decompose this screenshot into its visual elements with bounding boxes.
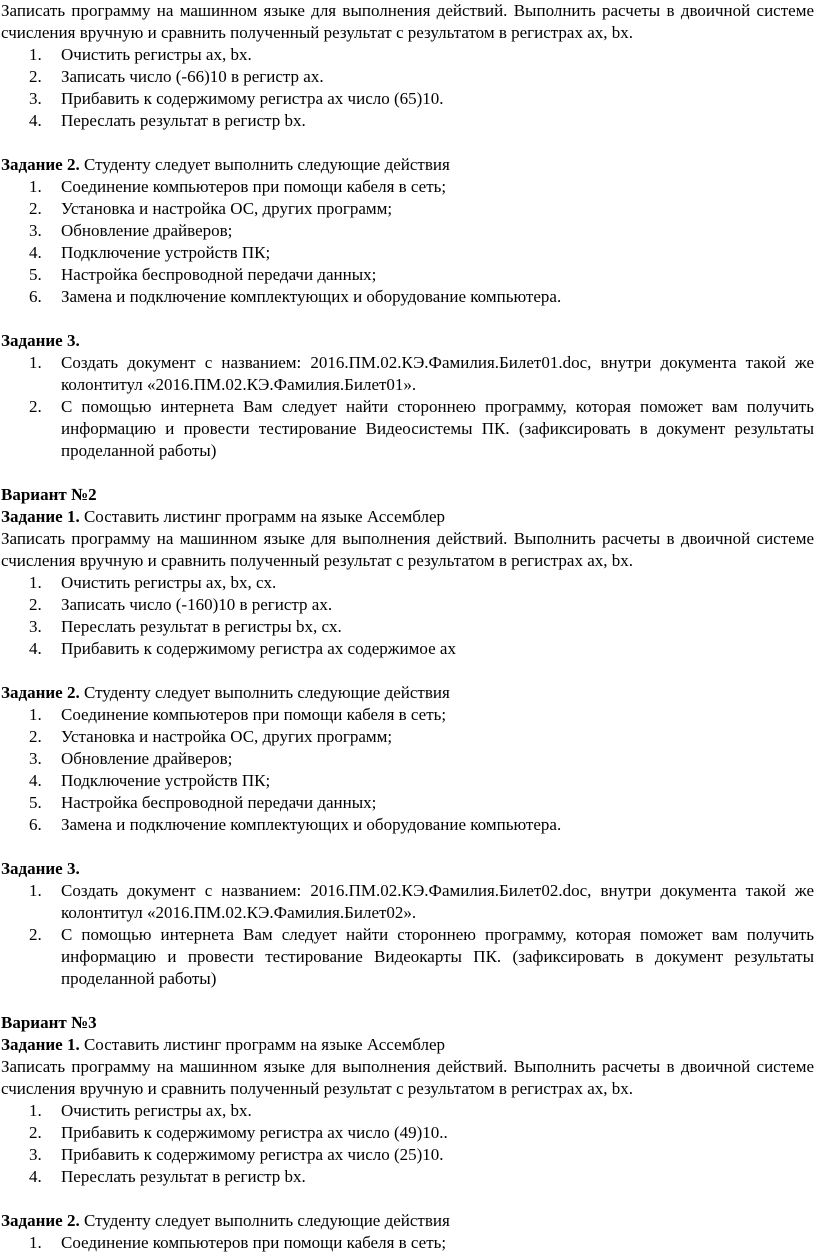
list-item: 1. Соединение компьютеров при помощи кабеля в сеть; xyxy=(29,1233,447,1252)
list-item: 1. Соединение компьютеров при помощи кабеля в сеть; xyxy=(29,705,447,724)
task-heading: Задание 2. Студенту следует выполнить следующие действия xyxy=(1,1211,450,1230)
list-item: 3. Прибавить к содержимому регистра ax число (65)10. xyxy=(29,89,444,108)
list-item: 4. Прибавить к содержимому регистра ax содержимое ax xyxy=(29,639,456,658)
list-item: 6. Замена и подключение комплектующих и оборудование компьютера. xyxy=(29,815,562,834)
task-heading: Задание 2. Студенту следует выполнить следующие действия xyxy=(1,683,450,702)
task-heading: Задание 3. xyxy=(1,331,80,350)
list-item: 4. Переслать результат в регистр bx. xyxy=(29,1167,306,1186)
list-item: 1. Соединение компьютеров при помощи кабеля в сеть; xyxy=(29,177,447,196)
list-item: 2. С помощью интернета Вам следует найти стороннею программу, которая поможет вам получить информацию и провести тестирование Видеосистемы ПК. (зафиксировать в документ результаты проделанной работы) xyxy=(29,397,814,460)
list-item: 2. Записать число (-160)10 в регистр ax. xyxy=(29,595,333,614)
list-item: 1. Очистить регистры ax, bx. xyxy=(29,1101,252,1120)
task-heading: Задание 2. Студенту следует выполнить следующие действия xyxy=(1,155,450,174)
task-heading: Задание 1. Составить листинг программ на языке Ассемблер xyxy=(1,507,446,526)
list-item: 2. С помощью интернета Вам следует найти стороннею программу, которая поможет вам получить информацию и провести тестирование Видеокарты ПК. (зафиксировать в документ результаты проделанной работы) xyxy=(29,925,814,988)
task-description: Записать программу на машинном языке для выполнения действий. Выполнить расчеты в двоичной системе счисления вручную и сравнить полученный результат с результатом в регистрах ax, bx. xyxy=(1,1057,814,1098)
task-actions-list xyxy=(1,176,814,308)
list-item: 2. Записать число (-66)10 в регистр ax. xyxy=(29,67,324,86)
task-actions-list xyxy=(1,704,814,836)
list-item: 3. Переслать результат в регистры bx, cx. xyxy=(29,617,342,636)
variant-title: Вариант №2 xyxy=(1,485,97,504)
list-item: 2. Прибавить к содержимому регистра ax число (49)10.. xyxy=(29,1123,448,1142)
list-item: 4. Подключение устройств ПК; xyxy=(29,243,271,262)
variant-title: Вариант №3 xyxy=(1,1013,97,1032)
list-item: 5. Настройка беспроводной передачи данных; xyxy=(29,793,377,812)
task-actions-list xyxy=(1,1232,814,1254)
task-heading: Задание 1. Составить листинг программ на языке Ассемблер xyxy=(1,1035,446,1054)
list-item: 3. Прибавить к содержимому регистра ax число (25)10. xyxy=(29,1145,444,1164)
task-actions-list xyxy=(1,352,814,462)
task-heading: Задание 3. xyxy=(1,859,80,878)
task-steps-list xyxy=(1,44,814,132)
list-item: 4. Переслать результат в регистр bx. xyxy=(29,111,306,130)
task-description: Записать программу на машинном языке для выполнения действий. Выполнить расчеты в двоичной системе счисления вручную и сравнить полученный результат с результатом в регистрах ax, bx. xyxy=(1,1,814,42)
list-item: 4. Подключение устройств ПК; xyxy=(29,771,271,790)
list-item: 3. Обновление драйверов; xyxy=(29,221,233,240)
task-description: Записать программу на машинном языке для выполнения действий. Выполнить расчеты в двоичной системе счисления вручную и сравнить полученный результат с результатом в регистрах ax, bx. xyxy=(1,529,814,570)
list-item: 3. Обновление драйверов; xyxy=(29,749,233,768)
list-item: 1. Очистить регистры ax, bx. xyxy=(29,45,252,64)
list-item: 1. Очистить регистры ax, bx, cx. xyxy=(29,573,277,592)
list-item: 2. Установка и настройка ОС, других программ; xyxy=(29,199,393,218)
list-item: 1. Создать документ с названием: 2016.ПМ.02.КЭ.Фамилия.Билет01.doc, внутри документа такой же колонтитул «2016.ПМ.02.КЭ.Фамилия.Билет01». xyxy=(29,353,814,394)
task-steps-list xyxy=(1,1100,814,1188)
list-item: 6. Замена и подключение комплектующих и оборудование компьютера. xyxy=(29,287,562,306)
list-item: 2. Установка и настройка ОС, других программ; xyxy=(29,727,393,746)
task-steps-list xyxy=(1,572,814,660)
list-item: 5. Настройка беспроводной передачи данных; xyxy=(29,265,377,284)
list-item: 1. Создать документ с названием: 2016.ПМ.02.КЭ.Фамилия.Билет02.doc, внутри документа такой же колонтитул «2016.ПМ.02.КЭ.Фамилия.Билет02». xyxy=(29,881,814,922)
task-actions-list xyxy=(1,880,814,990)
